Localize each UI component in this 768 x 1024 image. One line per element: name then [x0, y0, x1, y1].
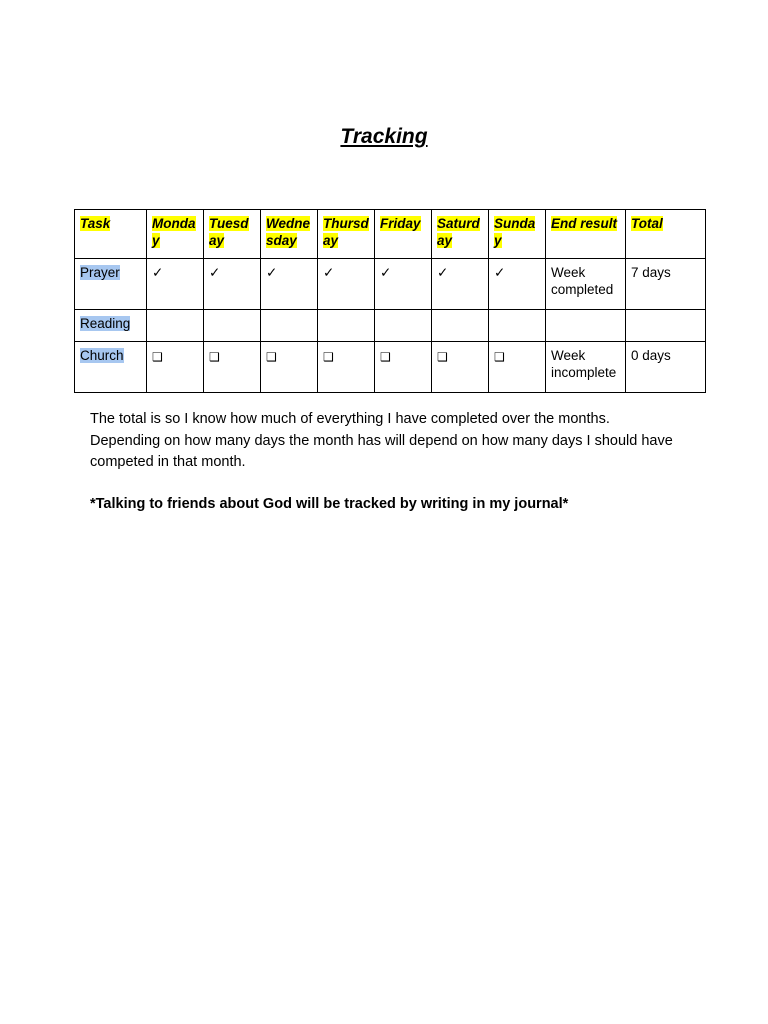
header-label: Task	[80, 216, 111, 231]
end-result-cell: Week completed	[546, 259, 626, 310]
total-cell: 7 days	[626, 259, 706, 310]
header-label: Tuesday	[209, 216, 249, 248]
table-header-row	[75, 210, 706, 259]
checkbox-icon: ❑	[489, 342, 546, 393]
checkbox-icon: ❑	[318, 342, 375, 393]
table-row	[75, 342, 706, 393]
header-total	[626, 210, 706, 259]
checkmark-icon: ✓	[261, 259, 318, 310]
day-cell	[261, 310, 318, 342]
header-thursday	[318, 210, 375, 259]
checkbox-icon: ❑	[375, 342, 432, 393]
header-label: Monday	[152, 216, 196, 248]
task-cell	[75, 259, 147, 310]
header-sunday	[489, 210, 546, 259]
header-wednesday	[261, 210, 318, 259]
tracking-table	[74, 209, 706, 393]
header-label: End result	[551, 216, 618, 231]
header-friday	[375, 210, 432, 259]
task-label: Church	[80, 348, 124, 363]
header-label: Saturday	[437, 216, 480, 248]
header-tuesday	[204, 210, 261, 259]
task-cell	[75, 342, 147, 393]
day-cell	[432, 310, 489, 342]
day-cell	[147, 310, 204, 342]
task-label: Prayer	[80, 265, 120, 280]
header-label: Thursday	[323, 216, 369, 248]
total-cell: 0 days	[626, 342, 706, 393]
checkbox-icon: ❑	[432, 342, 489, 393]
day-cell	[204, 310, 261, 342]
header-label: Sunday	[494, 216, 536, 248]
checkmark-icon: ✓	[204, 259, 261, 310]
header-saturday	[432, 210, 489, 259]
checkbox-icon: ❑	[147, 342, 204, 393]
day-cell	[318, 310, 375, 342]
page-title: Tracking	[340, 125, 428, 148]
day-cell	[375, 310, 432, 342]
checkbox-icon: ❑	[204, 342, 261, 393]
checkmark-icon: ✓	[489, 259, 546, 310]
header-end-result	[546, 210, 626, 259]
checkmark-icon: ✓	[375, 259, 432, 310]
end-result-cell	[546, 310, 626, 342]
checkbox-icon: ❑	[261, 342, 318, 393]
header-label: Friday	[380, 216, 421, 231]
total-cell	[626, 310, 706, 342]
task-label: Reading	[80, 316, 131, 331]
table-row	[75, 259, 706, 310]
checkmark-icon: ✓	[432, 259, 489, 310]
explanation-paragraph: The total is so I know how much of everything I have completed over the months. Depending on how many days the month has will depend on how many days I should have competed in that month.	[90, 411, 673, 470]
header-label: Total	[631, 216, 663, 231]
checkmark-icon: ✓	[147, 259, 204, 310]
table-row	[75, 310, 706, 342]
footnote: *Talking to friends about God will be tracked by writing in my journal*	[90, 496, 569, 512]
day-cell	[489, 310, 546, 342]
header-label: Wednesday	[266, 216, 311, 248]
header-monday	[147, 210, 204, 259]
task-cell	[75, 310, 147, 342]
header-task	[75, 210, 147, 259]
end-result-cell: Week incomplete	[546, 342, 626, 393]
checkmark-icon: ✓	[318, 259, 375, 310]
